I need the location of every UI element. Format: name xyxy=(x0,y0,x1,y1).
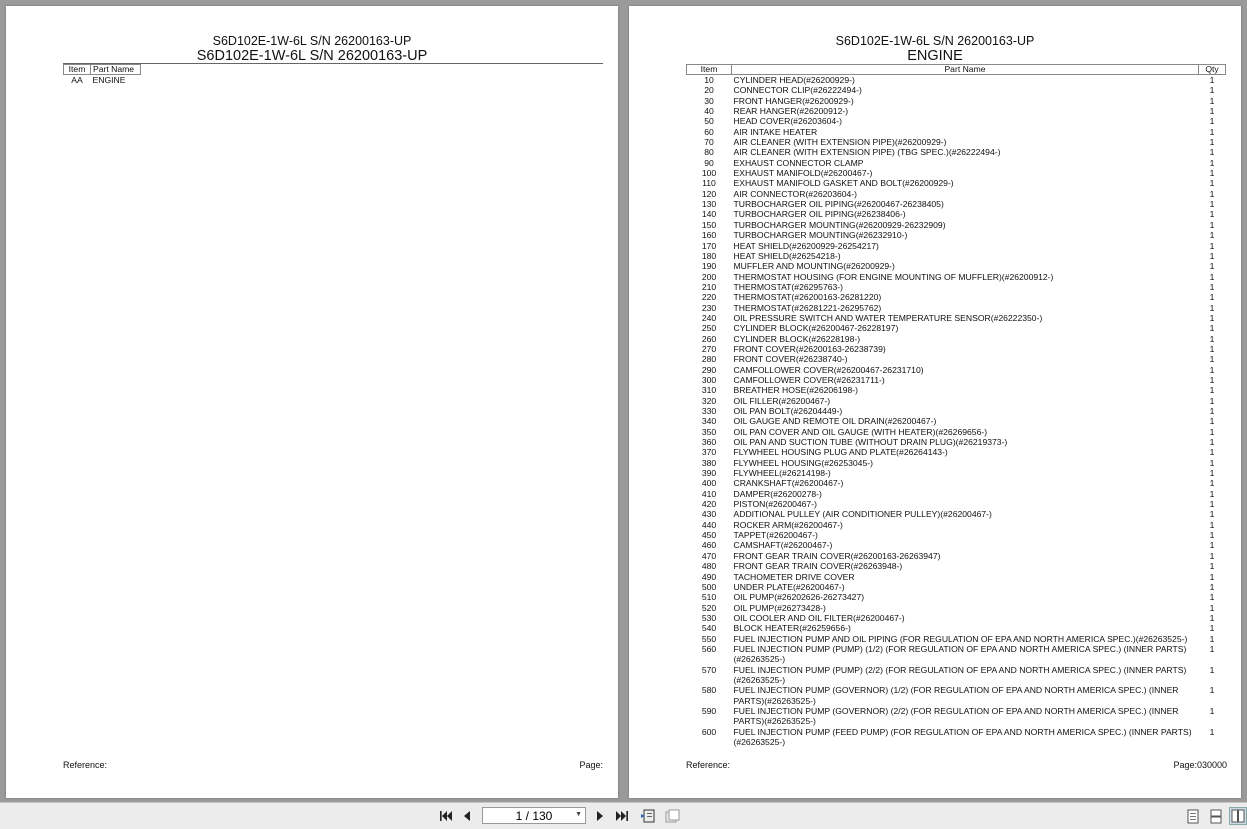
item-number: 60 xyxy=(704,126,714,137)
item-number: 320 xyxy=(701,395,717,406)
table-row xyxy=(687,478,1226,488)
part-name: AIR CLEANER (WITH EXTENSION PIPE) (TBG SPEC.)(#26222494-) xyxy=(733,147,1001,158)
item-number: 100 xyxy=(701,168,717,179)
prev-page-button[interactable] xyxy=(460,808,474,824)
quantity: 1 xyxy=(1209,385,1215,396)
page-indicator: 1 / 130 xyxy=(515,808,553,823)
last-page-icon xyxy=(615,810,629,822)
item-number: 210 xyxy=(701,281,717,292)
table-row xyxy=(687,489,1226,499)
column-header-part-name: Part Name xyxy=(732,65,1199,75)
quantity: 1 xyxy=(1209,602,1215,613)
quantity: 1 xyxy=(1209,519,1215,530)
table-row xyxy=(687,499,1226,509)
part-name: TURBOCHARGER MOUNTING(#26232910-) xyxy=(733,230,908,241)
quantity: 1 xyxy=(1209,395,1215,406)
part-name: ROCKER ARM(#26200467-) xyxy=(733,519,843,530)
table-row xyxy=(687,251,1226,261)
item-number: 190 xyxy=(701,261,717,272)
part-name: ADDITIONAL PULLEY (AIR CONDITIONER PULLEY)(#26200467-) xyxy=(733,509,992,520)
quantity: 1 xyxy=(1209,354,1215,365)
item-number: 550 xyxy=(701,633,717,644)
table-row xyxy=(687,323,1226,333)
part-name: EXHAUST MANIFOLD(#26200467-) xyxy=(733,168,873,179)
table-row xyxy=(687,520,1226,530)
quantity: 1 xyxy=(1209,416,1215,427)
table-row xyxy=(687,530,1226,540)
table-row xyxy=(687,385,1226,395)
part-name: AIR CONNECTOR(#26203604-) xyxy=(733,188,858,199)
part-name: THERMOSTAT HOUSING (FOR ENGINE MOUNTING OF MUFFLER)(#26200912-) xyxy=(733,271,1054,282)
part-name: OIL PRESSURE SWITCH AND WATER TEMPERATURE SENSOR(#26222350-) xyxy=(733,312,1043,323)
first-page-icon xyxy=(439,810,453,822)
fit-page-icon xyxy=(640,808,656,824)
table-row xyxy=(687,137,1226,147)
page-number-input[interactable] xyxy=(482,807,586,824)
part-name: HEAT SHIELD(#26254218-) xyxy=(733,250,841,261)
part-name: OIL COOLER AND OIL FILTER(#26200467-) xyxy=(733,612,905,623)
table-row xyxy=(687,303,1226,313)
item-number: 400 xyxy=(701,478,717,489)
part-name: THERMOSTAT(#26200163-26281220) xyxy=(733,292,882,303)
table-row xyxy=(687,685,1226,706)
table-row xyxy=(687,96,1226,106)
parts-table-left xyxy=(63,64,141,85)
page-subtitle: ENGINE xyxy=(907,48,963,64)
part-name: TAPPET(#26200467-) xyxy=(733,530,818,541)
column-header-item: Item xyxy=(687,65,732,75)
item-number: 340 xyxy=(701,416,717,427)
quantity: 1 xyxy=(1209,240,1215,251)
quantity: 1 xyxy=(1209,550,1215,561)
item-number: 330 xyxy=(701,406,717,416)
quantity: 1 xyxy=(1209,685,1215,696)
part-name: FRONT GEAR TRAIN COVER(#26200163-26263947) xyxy=(733,550,941,561)
footer-page: Page: xyxy=(579,760,603,770)
table-row xyxy=(687,551,1226,561)
item-number: 420 xyxy=(701,499,717,510)
quantity: 1 xyxy=(1209,509,1215,520)
item-number: 590 xyxy=(701,705,717,716)
part-name: EXHAUST CONNECTOR CLAMP xyxy=(733,157,864,168)
quantity: 1 xyxy=(1209,292,1215,303)
item-number: 440 xyxy=(701,519,717,530)
item-number: 490 xyxy=(701,571,717,582)
table-row xyxy=(687,168,1226,178)
page-subtitle: S6D102E-1W-6L S/N 26200163-UP xyxy=(196,48,428,64)
table-row xyxy=(687,582,1226,592)
quantity: 1 xyxy=(1209,478,1215,489)
item-number: 470 xyxy=(701,550,717,561)
quantity: 1 xyxy=(1209,323,1215,334)
part-name: EXHAUST MANIFOLD GASKET AND BOLT(#26200929-) xyxy=(733,178,954,189)
table-row xyxy=(687,572,1226,582)
quantity: 1 xyxy=(1209,705,1215,716)
part-name: HEAT SHIELD(#26200929-26254217) xyxy=(733,240,879,251)
table-row xyxy=(687,416,1226,426)
document-page-left xyxy=(6,6,618,798)
table-row xyxy=(687,127,1226,137)
item-number: 30 xyxy=(704,95,714,106)
part-name: FLYWHEEL(#26214198-) xyxy=(733,468,831,479)
quantity: 1 xyxy=(1209,199,1215,210)
table-row xyxy=(687,634,1226,644)
part-name: REAR HANGER(#26200912-) xyxy=(733,106,849,117)
part-name: CAMSHAFT(#26200467-) xyxy=(733,540,833,551)
fit-width-button[interactable] xyxy=(663,808,681,824)
parts-table-right xyxy=(686,64,1226,747)
item-number: 120 xyxy=(701,188,717,199)
table-row xyxy=(687,334,1226,344)
two-page-view-icon xyxy=(1231,809,1245,823)
part-name: CYLINDER BLOCK(#26200467-26228197) xyxy=(733,323,899,334)
quantity: 1 xyxy=(1209,137,1215,148)
table-row xyxy=(687,644,1226,665)
item-number: 530 xyxy=(701,612,717,623)
item-number: 200 xyxy=(701,271,717,282)
chevron-down-icon[interactable]: ▼ xyxy=(575,811,582,818)
part-name: TACHOMETER DRIVE COVER xyxy=(733,571,855,582)
table-row xyxy=(687,613,1226,623)
item-number: 560 xyxy=(701,643,717,654)
quantity: 1 xyxy=(1209,271,1215,282)
table-row xyxy=(687,292,1226,302)
table-row xyxy=(687,727,1226,748)
item-number: 240 xyxy=(701,312,717,323)
part-name: THERMOSTAT(#26295763-) xyxy=(733,281,844,292)
item-number: 520 xyxy=(701,602,717,613)
page-title: S6D102E-1W-6L S/N 26200163-UP xyxy=(212,34,412,48)
quantity: 1 xyxy=(1209,426,1215,437)
item-number: 510 xyxy=(701,592,717,603)
footer-page: Page:030000 xyxy=(1173,760,1227,770)
table-row xyxy=(687,189,1226,199)
table-row xyxy=(687,220,1226,230)
part-name: CONNECTOR CLIP(#26222494-) xyxy=(733,85,862,96)
part-name: FLYWHEEL HOUSING(#26253045-) xyxy=(733,457,873,468)
item-number: 130 xyxy=(701,199,717,210)
single-page-view-icon xyxy=(1187,809,1199,824)
item-number: 310 xyxy=(701,385,717,396)
item-number: 540 xyxy=(701,623,717,634)
quantity: 1 xyxy=(1209,116,1215,127)
item-number: 450 xyxy=(701,530,717,541)
item-number: 230 xyxy=(701,302,717,313)
part-name: FRONT COVER(#26200163-26238739) xyxy=(733,343,886,354)
quantity: 1 xyxy=(1209,147,1215,158)
quantity: 1 xyxy=(1209,75,1215,85)
quantity: 1 xyxy=(1209,168,1215,179)
table-row xyxy=(687,261,1226,271)
table-row xyxy=(687,241,1226,251)
table-row xyxy=(687,158,1226,168)
table-row xyxy=(687,282,1226,292)
part-name: CAMFOLLOWER COVER(#26200467-26231710) xyxy=(733,364,924,375)
item-number: 350 xyxy=(701,426,717,437)
part-name: FUEL INJECTION PUMP (GOVERNOR) (1/2) (FOR REGULATION OF EPA AND NORTH AMERICA SPEC.) (INNER PARTS)(#26263525-) xyxy=(733,685,1179,706)
fit-width-icon xyxy=(664,808,680,824)
item-number: 170 xyxy=(701,240,717,251)
header-rule xyxy=(63,63,603,64)
part-name: AIR INTAKE HEATER xyxy=(733,126,818,137)
part-name: OIL PAN BOLT(#26204449-) xyxy=(733,406,843,416)
item-number: 160 xyxy=(701,230,717,241)
part-name: FUEL INJECTION PUMP (FEED PUMP) (FOR REGULATION OF EPA AND NORTH AMERICA SPEC.) (INNER PARTS)(#26263525-) xyxy=(733,726,1192,747)
item-number: 370 xyxy=(701,447,717,458)
table-row xyxy=(687,406,1226,416)
table-row xyxy=(687,178,1226,188)
item-number: 110 xyxy=(702,178,716,189)
table-row xyxy=(687,437,1226,447)
quantity: 1 xyxy=(1209,178,1215,189)
item-number: 580 xyxy=(701,685,717,696)
table-row xyxy=(64,75,141,86)
table-row xyxy=(687,106,1226,116)
quantity: 1 xyxy=(1209,726,1215,737)
table-row xyxy=(687,199,1226,209)
next-page-icon xyxy=(595,810,605,822)
column-header-part-name: Part Name xyxy=(91,65,141,75)
item-number: 390 xyxy=(701,468,717,479)
single-page-view-button[interactable] xyxy=(1186,808,1200,824)
quantity: 1 xyxy=(1209,540,1215,551)
page-title: S6D102E-1W-6L S/N 26200163-UP xyxy=(835,34,1035,48)
viewer-toolbar xyxy=(0,802,1247,829)
quantity: 1 xyxy=(1209,623,1215,634)
table-row xyxy=(687,603,1226,613)
column-header-qty: Qty xyxy=(1199,65,1226,75)
quantity: 1 xyxy=(1209,643,1215,654)
quantity: 1 xyxy=(1209,406,1215,416)
last-page-button[interactable] xyxy=(614,808,630,824)
table-row xyxy=(687,509,1226,519)
part-name: FUEL INJECTION PUMP (PUMP) (2/2) (FOR REGULATION OF EPA AND NORTH AMERICA SPEC.) (INNER PARTS)(#26263525-) xyxy=(733,664,1187,685)
column-header-item: Item xyxy=(64,65,91,75)
item-number: 600 xyxy=(701,726,717,737)
item-number: 150 xyxy=(701,219,717,230)
quantity: 1 xyxy=(1209,230,1215,241)
quantity: 1 xyxy=(1209,261,1215,272)
part-name: MUFFLER AND MOUNTING(#26200929-) xyxy=(733,261,895,272)
table-row xyxy=(687,209,1226,219)
table-row xyxy=(687,561,1226,571)
quantity: 1 xyxy=(1209,488,1215,499)
quantity: 1 xyxy=(1209,374,1215,385)
part-name: OIL PAN AND SUCTION TUBE (WITHOUT DRAIN PLUG)(#26219373-) xyxy=(733,437,1008,448)
part-name: OIL PUMP(#26202626-26273427) xyxy=(733,592,865,603)
fit-page-button[interactable] xyxy=(639,808,657,824)
item-number: 260 xyxy=(701,333,717,344)
part-name: OIL GAUGE AND REMOTE OIL DRAIN(#26200467-) xyxy=(733,416,937,427)
quantity: 1 xyxy=(1209,447,1215,458)
quantity: 1 xyxy=(1209,437,1215,448)
item-number: 250 xyxy=(701,323,717,334)
first-page-button[interactable] xyxy=(438,808,454,824)
table-row xyxy=(687,75,1226,86)
table-row xyxy=(687,623,1226,633)
quantity: 1 xyxy=(1209,343,1215,354)
document-page-right xyxy=(629,6,1241,798)
table-row xyxy=(687,375,1226,385)
item-number: 360 xyxy=(701,437,717,448)
quantity: 1 xyxy=(1209,499,1215,510)
table-row xyxy=(687,272,1226,282)
part-name: TURBOCHARGER OIL PIPING(#26200467-26238405) xyxy=(733,199,944,210)
part-name: HEAD COVER(#26203604-) xyxy=(733,116,842,127)
quantity: 1 xyxy=(1209,126,1215,137)
part-name: AIR CLEANER (WITH EXTENSION PIPE)(#26200929-) xyxy=(733,137,947,148)
quantity: 1 xyxy=(1209,468,1215,479)
quantity: 1 xyxy=(1209,106,1215,117)
quantity: 1 xyxy=(1209,530,1215,541)
part-name: FUEL INJECTION PUMP (GOVERNOR) (2/2) (FOR REGULATION OF EPA AND NORTH AMERICA SPEC.) (INNER PARTS)(#26263525-) xyxy=(733,705,1179,727)
continuous-view-icon xyxy=(1209,809,1223,824)
quantity: 1 xyxy=(1209,457,1215,468)
part-name: TURBOCHARGER OIL PIPING(#26238406-) xyxy=(733,209,906,220)
table-row xyxy=(687,592,1226,602)
part-name: TURBOCHARGER MOUNTING(#26200929-26232909) xyxy=(733,219,946,230)
table-row xyxy=(687,427,1226,437)
part-name: FRONT GEAR TRAIN COVER(#26263948-) xyxy=(733,561,903,572)
part-name: OIL PAN COVER AND OIL GAUGE (WITH HEATER)(#26269656-) xyxy=(733,426,988,437)
two-page-view-button[interactable] xyxy=(1229,807,1247,825)
next-page-button[interactable] xyxy=(593,808,607,824)
part-name: UNDER PLATE(#26200467-) xyxy=(733,581,845,592)
item-number: 570 xyxy=(701,664,717,675)
item-number: 300 xyxy=(701,374,717,385)
part-name: OIL FILLER(#26200467-) xyxy=(733,395,831,406)
quantity: 1 xyxy=(1209,312,1215,323)
prev-page-icon xyxy=(462,810,472,822)
part-name: CAMFOLLOWER COVER(#26231711-) xyxy=(733,374,885,385)
part-name: ENGINE xyxy=(92,75,126,85)
quantity: 1 xyxy=(1209,633,1215,644)
item-number: 290 xyxy=(701,364,717,375)
part-name: BLOCK HEATER(#26259656-) xyxy=(733,623,851,634)
table-row xyxy=(687,85,1226,95)
item-number: 280 xyxy=(701,354,717,365)
quantity: 1 xyxy=(1209,281,1215,292)
part-name: FUEL INJECTION PUMP (PUMP) (1/2) (FOR REGULATION OF EPA AND NORTH AMERICA SPEC.) (INNER PARTS)(#26263525-) xyxy=(733,643,1187,665)
quantity: 1 xyxy=(1209,561,1215,572)
table-row xyxy=(687,540,1226,550)
part-name: FRONT HANGER(#26200929-) xyxy=(733,95,854,106)
item-number: 500 xyxy=(701,581,717,592)
part-name: THERMOSTAT(#26281221-26295762) xyxy=(733,302,882,313)
item-number: 140 xyxy=(701,209,717,220)
quantity: 1 xyxy=(1209,592,1215,603)
part-name: PISTON(#26200467-) xyxy=(733,499,817,510)
quantity: 1 xyxy=(1209,612,1215,623)
item-number: 480 xyxy=(701,561,717,572)
item-number: 220 xyxy=(701,292,717,303)
table-row xyxy=(687,230,1226,240)
part-name: CRANKSHAFT(#26200467-) xyxy=(733,478,844,489)
quantity: 1 xyxy=(1209,364,1215,375)
part-name: FLYWHEEL HOUSING PLUG AND PLATE(#26264143-) xyxy=(733,447,948,458)
item-number: AA xyxy=(71,75,83,85)
table-row xyxy=(687,365,1226,375)
part-name: CYLINDER BLOCK(#26228198-) xyxy=(733,333,861,344)
table-row xyxy=(687,344,1226,354)
table-row xyxy=(687,447,1226,457)
table-row xyxy=(687,147,1226,157)
table-row xyxy=(687,665,1226,686)
quantity: 1 xyxy=(1209,219,1215,230)
footer-reference: Reference: xyxy=(63,760,108,770)
part-name: CYLINDER HEAD(#26200929-) xyxy=(733,75,855,85)
quantity: 1 xyxy=(1209,250,1215,261)
quantity: 1 xyxy=(1209,333,1215,344)
part-name: DAMPER(#26200278-) xyxy=(733,488,822,499)
item-number: 410 xyxy=(701,488,717,499)
item-number: 50 xyxy=(704,116,714,127)
item-number: 460 xyxy=(701,540,717,551)
part-name: FUEL INJECTION PUMP AND OIL PIPING (FOR REGULATION OF EPA AND NORTH AMERICA SPEC.)(#26263525-) xyxy=(733,633,1188,644)
quantity: 1 xyxy=(1209,95,1215,106)
item-number: 430 xyxy=(701,509,717,520)
part-name: BREATHER HOSE(#26206198-) xyxy=(733,385,858,396)
quantity: 1 xyxy=(1209,157,1215,168)
item-number: 180 xyxy=(701,250,717,261)
quantity: 1 xyxy=(1209,581,1215,592)
item-number: 380 xyxy=(701,457,717,468)
item-number: 20 xyxy=(704,85,714,96)
table-row xyxy=(687,706,1226,727)
item-number: 40 xyxy=(704,106,714,117)
quantity: 1 xyxy=(1209,188,1215,199)
table-row xyxy=(687,468,1226,478)
footer-reference: Reference: xyxy=(686,760,731,770)
table-row xyxy=(687,458,1226,468)
part-name: OIL PUMP(#26273428-) xyxy=(733,602,826,613)
quantity: 1 xyxy=(1209,85,1215,96)
quantity: 1 xyxy=(1209,209,1215,220)
quantity: 1 xyxy=(1209,571,1215,582)
quantity: 1 xyxy=(1209,302,1215,313)
table-row xyxy=(687,354,1226,364)
item-number: 10 xyxy=(704,75,714,85)
item-number: 80 xyxy=(704,147,714,158)
table-row xyxy=(687,116,1226,126)
item-number: 270 xyxy=(701,343,717,354)
table-row xyxy=(687,396,1226,406)
item-number: 90 xyxy=(704,157,714,168)
part-name: FRONT COVER(#26238740-) xyxy=(733,354,848,365)
item-number: 70 xyxy=(704,137,714,148)
continuous-view-button[interactable] xyxy=(1208,808,1224,824)
table-row xyxy=(687,313,1226,323)
quantity: 1 xyxy=(1209,664,1215,675)
